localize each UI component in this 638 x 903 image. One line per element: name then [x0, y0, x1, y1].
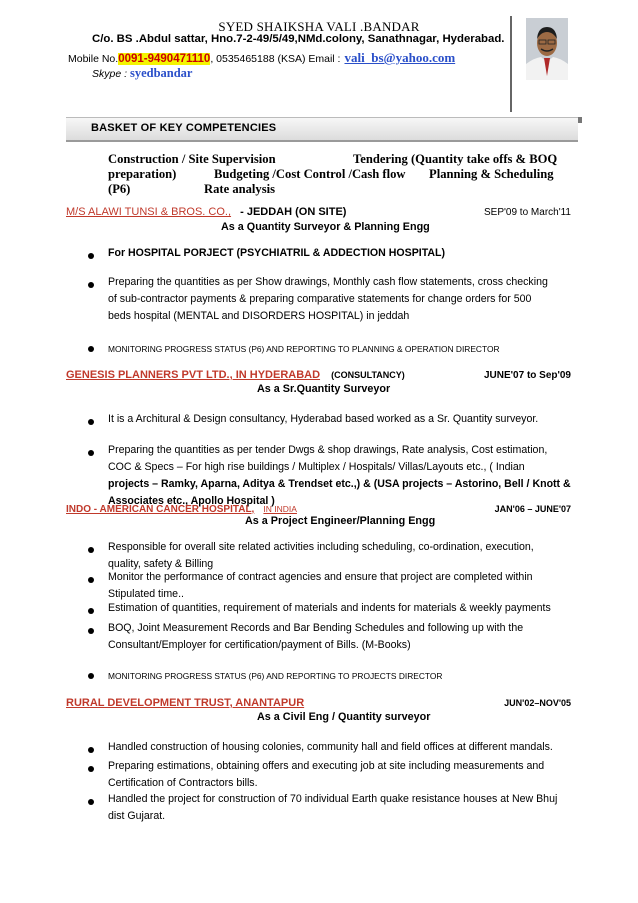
job-dates: JUNE'07 to Sep'09: [483, 370, 571, 381]
job-role: As a Civil Eng / Quantity surveyor: [257, 711, 431, 723]
bullet-dot: [88, 628, 94, 634]
competency-line-1: [108, 152, 558, 167]
bullet-dot: [88, 673, 94, 679]
bullet-dot: [88, 766, 94, 772]
company-name: INDO - AMERICAN CANCER HOSPITAL,: [66, 504, 255, 515]
company-name: GENESIS PLANNERS PVT LTD., IN HYDERABAD: [66, 369, 321, 381]
job-location: - JEDDAH (ON SITE): [240, 206, 347, 218]
competency-item: Budgeting /Cost Control /Cash flow: [214, 167, 406, 181]
job-header: [66, 369, 405, 381]
job-location: (CONSULTANCY): [331, 370, 405, 380]
competencies-title: BASKET OF KEY COMPETENCIES: [91, 122, 277, 134]
skype-line: [92, 66, 192, 81]
contact-line: [68, 50, 455, 66]
bullet-text: For HOSPITAL PORJECT (PSYCHIATRIL & ADDECTION HOSPITAL): [108, 247, 446, 259]
company-name: RURAL DEVELOPMENT TRUST, ANANTAPUR: [66, 697, 305, 709]
job-header: [66, 503, 297, 515]
profile-photo: [526, 18, 568, 80]
bullet-text: Handled the project for construction of 70 individual Earth quake resistance houses at New Bhuj dist Gujarat.: [108, 793, 558, 822]
competency-item: Construction / Site Supervision: [108, 152, 276, 166]
bullet-dot: [88, 419, 94, 425]
job-header: [66, 697, 304, 709]
mobile-label: Mobile No.: [68, 53, 119, 65]
job-location: IN INDIA: [263, 504, 297, 514]
mobile-primary: 0091-9490471110: [118, 53, 211, 65]
skype-label: Skype :: [92, 68, 128, 80]
bullet-text: Preparing the quantities as per Show drawings, Monthly cash flow statements, cross checking of sub-contractor payments & preparing comparative statements for change orders for 500 beds hospital (MENTAL and DISORDERS HOSPITAL) in jeddah: [108, 276, 548, 322]
bullet-text: Responsible for overall site related activities including scheduling, co-ordination, execution, quality, safety & Billing: [108, 541, 534, 570]
bullet-text: Monitor the performance of contract agencies and ensure that project are completed within Stipulated time..: [108, 571, 533, 600]
competency-item: preparation): [108, 167, 177, 181]
bullet-dot: [88, 747, 94, 753]
competency-line-2: [108, 167, 554, 182]
candidate-name: SYED SHAIKSHA VALI .BANDAR: [218, 19, 420, 34]
competency-item: Planning & Scheduling: [429, 167, 554, 181]
header-divider: [510, 16, 512, 112]
job-dates: SEP'09 to March'11: [483, 207, 571, 218]
bullet-dot: [88, 799, 94, 805]
bullet-text: Preparing estimations, obtaining offers and executing job at site including measurements and Certification of Contractors bills.: [108, 760, 545, 789]
job-role: As a Sr.Quantity Surveyor: [257, 383, 391, 395]
address: C/o. BS .Abdul sattar, Hno.7-2-49/5/49,NMd.colony, Sanathnagar, Hyderabad.: [92, 33, 505, 45]
bullet-text: Estimation of quantities, requirement of materials and indents for materials & weekly payments: [108, 602, 551, 614]
competency-line-3: [108, 182, 276, 197]
competency-item: (P6): [108, 182, 131, 196]
job-dates: JAN'06 – JUNE'07: [494, 504, 571, 514]
bullet-text: MONITORING PROGRESS STATUS (P6) AND REPORTING TO PLANNING & OPERATION DIRECTOR: [108, 344, 500, 354]
bullet-text: BOQ, Joint Measurement Records and Bar Bending Schedules and following up with the Consultant/Employer for certification/payment of Bills. (M-Books): [108, 622, 524, 651]
bullet-dot: [88, 253, 94, 259]
job-role: As a Project Engineer/Planning Engg: [245, 515, 436, 527]
bullet-dot: [88, 608, 94, 614]
bullet-text: Preparing the quantities as per tender Dwgs & shop drawings, Rate analysis, Cost estimation, COC & Specs – For high rise buildings / Multiplex / Hospitals/ Villas/Layouts etc., ( Indian projects – Ramky, Aparna, Aditya & Trendset etc.,) & (USA projects – Astorino, Bell / Knott & Associates etc., Apollo Hospital ): [108, 444, 571, 507]
skype-id: syedbandar: [129, 66, 193, 80]
bullet-dot: [88, 547, 94, 553]
email-link[interactable]: vali_bs@yahoo.com: [344, 50, 456, 65]
company-name: M/S ALAWI TUNSI & BROS. CO.,: [66, 206, 232, 218]
bullet-dot: [88, 282, 94, 288]
bullet-dot: [88, 346, 94, 352]
job-dates: JUN'02–NOV'05: [504, 698, 571, 708]
bullet-dot: [88, 450, 94, 456]
band-corner: [578, 117, 582, 123]
mobile-rest: , 0535465188 (KSA) Email :: [210, 53, 341, 65]
competency-item: Tendering (Quantity take offs & BOQ: [353, 152, 558, 166]
job-role: As a Quantity Surveyor & Planning Engg: [221, 221, 430, 233]
bullet-dot: [88, 577, 94, 583]
bullet-text: It is a Architural & Design consultancy, Hyderabad based worked as a Sr. Quantity surveyor.: [108, 413, 539, 425]
job-header: [66, 206, 346, 218]
bullet-text: MONITORING PROGRESS STATUS (P6) AND REPORTING TO PROJECTS DIRECTOR: [108, 671, 443, 681]
competency-item: Rate analysis: [204, 182, 276, 196]
bullet-text: Handled construction of housing colonies, community hall and field offices at different mandals.: [108, 741, 553, 753]
